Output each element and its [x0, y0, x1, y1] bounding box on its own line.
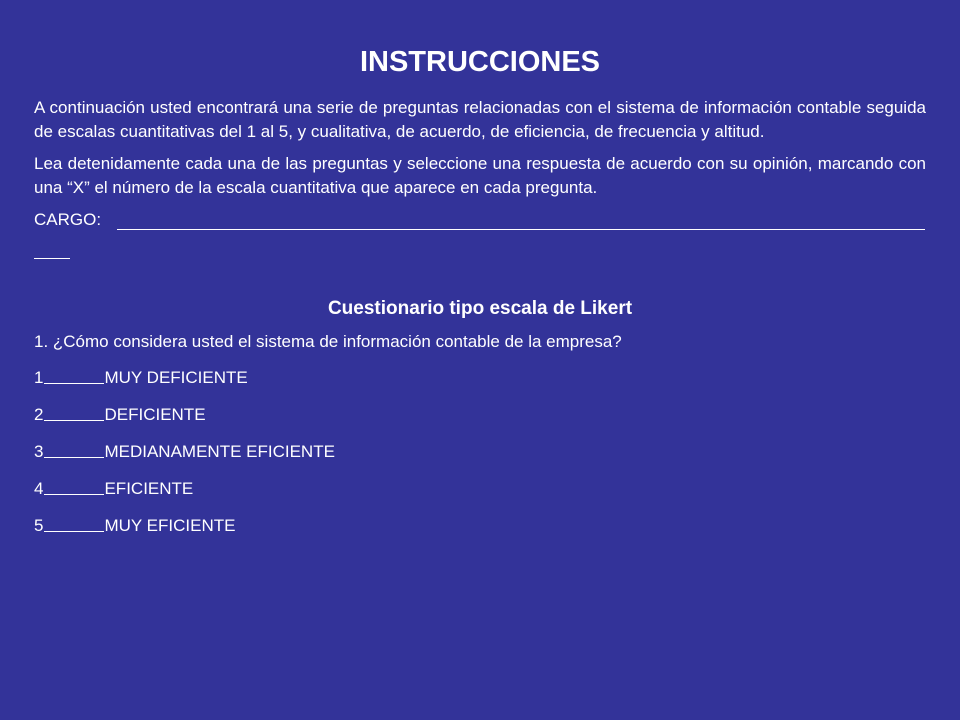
option-number: 1	[34, 368, 44, 387]
option-label: MUY DEFICIENTE	[104, 368, 248, 387]
cargo-blank-line[interactable]	[117, 229, 925, 230]
instructions-paragraph-2: Lea detenidamente cada una de las preguntas y seleccione una respuesta de acuerdo con su opinión, marcando con una “X” el número de la escala cuantitativa que aparece en cada pregunta.	[34, 154, 926, 197]
questionnaire-title: Cuestionario tipo escala de Likert	[327, 298, 633, 319]
page-title: INSTRUCCIONES	[359, 46, 601, 78]
option-mark-blank[interactable]	[44, 513, 104, 532]
option-mark-blank[interactable]	[44, 402, 104, 421]
option-mark-blank[interactable]	[44, 365, 104, 384]
answer-option-3[interactable]	[34, 438, 926, 462]
option-mark-blank[interactable]	[44, 476, 104, 495]
option-number: 3	[34, 442, 44, 461]
cargo-label: CARGO:	[34, 210, 102, 229]
option-mark-blank[interactable]	[44, 439, 104, 458]
option-label: DEFICIENTE	[104, 405, 206, 424]
answer-option-5[interactable]	[34, 512, 926, 536]
slide-content	[34, 40, 926, 549]
option-number: 5	[34, 516, 44, 535]
answer-option-4[interactable]	[34, 475, 926, 499]
cargo-blank-line-continuation[interactable]	[34, 258, 70, 259]
option-number: 4	[34, 479, 44, 498]
option-number: 2	[34, 405, 44, 424]
answer-options	[34, 364, 926, 536]
question-text: 1. ¿Cómo considera usted el sistema de información contable de la empresa?	[34, 332, 622, 351]
cargo-field[interactable]	[34, 208, 926, 264]
option-label: MUY EFICIENTE	[104, 516, 236, 535]
option-label: MEDIANAMENTE EFICIENTE	[104, 442, 335, 461]
answer-option-2[interactable]	[34, 401, 926, 425]
instructions-paragraph-1: A continuación usted encontrará una serie de preguntas relacionadas con el sistema de información contable seguida de escalas cuantitativas del 1 al 5, y cualitativa, de acuerdo, de eficiencia, de frecuencia y altitud.	[34, 98, 926, 141]
answer-option-1[interactable]	[34, 364, 926, 388]
option-label: EFICIENTE	[104, 479, 194, 498]
